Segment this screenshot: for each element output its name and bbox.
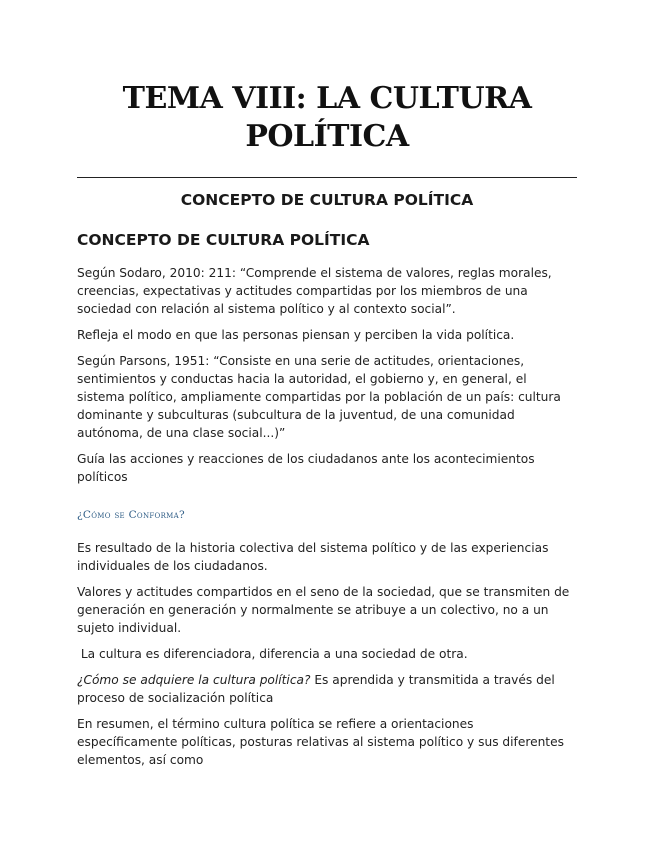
paragraph-valores: Valores y actitudes compartidos en el seno de la sociedad, que se transmiten de generación en generación y normalmente se atribuye a un colectivo, no a un sujeto individual. [77, 585, 570, 635]
question-italic: ¿Cómo se adquiere la cultura política? [77, 673, 311, 687]
paragraph-resultado: Es resultado de la historia colectiva del sistema político y de las experiencias individuales de los ciudadanos. [77, 541, 549, 573]
document-title [77, 80, 577, 156]
paragraph-guia: Guía las acciones y reacciones de los ciudadanos ante los acontecimientos políticos [77, 452, 535, 484]
paragraph-parsons: Según Parsons, 1951: “Consiste en una serie de actitudes, orientaciones, sentimientos y conductas hacia la autoridad, el gobierno y, en general, el sistema político, ampliamente compartidas por la población de un país: cultura dominante y subculturas (subcultura de la juventud, de una comunidad autónoma, de una clase social...)” [77, 354, 561, 440]
title-line-1: TEMA VIII: LA CULTURA [122, 81, 532, 116]
title-line-2: POLÍTICA [245, 119, 409, 154]
section-body-como-se-conforma [77, 539, 575, 777]
section-body-concepto [77, 264, 575, 494]
paragraph-resumen: En resumen, el término cultura política se refiere a orientaciones específicamente políticas, posturas relativas al sistema político y sus diferentes elementos, así como [77, 717, 564, 767]
question-answer: Es aprendida y transmitida a través del proceso de socialización política [77, 673, 559, 705]
section-heading-concepto: CONCEPTO DE CULTURA POLÍTICA [77, 231, 370, 249]
title-divider [77, 177, 577, 178]
paragraph-sodaro: Según Sodaro, 2010: 211: “Comprende el sistema de valores, reglas morales, creencias, expectativas y actitudes compartidas por los miembros de una sociedad con relación al sistema político y al contexto social”. [77, 266, 552, 316]
section-heading-como-se-conforma: ¿Cómo se Conforma? [77, 509, 185, 521]
paragraph-adquiere [77, 671, 575, 707]
paragraph-refleja: Refleja el modo en que las personas piensan y perciben la vida política. [77, 328, 515, 342]
document-subtitle: CONCEPTO DE CULTURA POLÍTICA [180, 191, 474, 209]
paragraph-diferenciadora: La cultura es diferenciadora, diferencia a una sociedad de otra. [77, 647, 468, 661]
